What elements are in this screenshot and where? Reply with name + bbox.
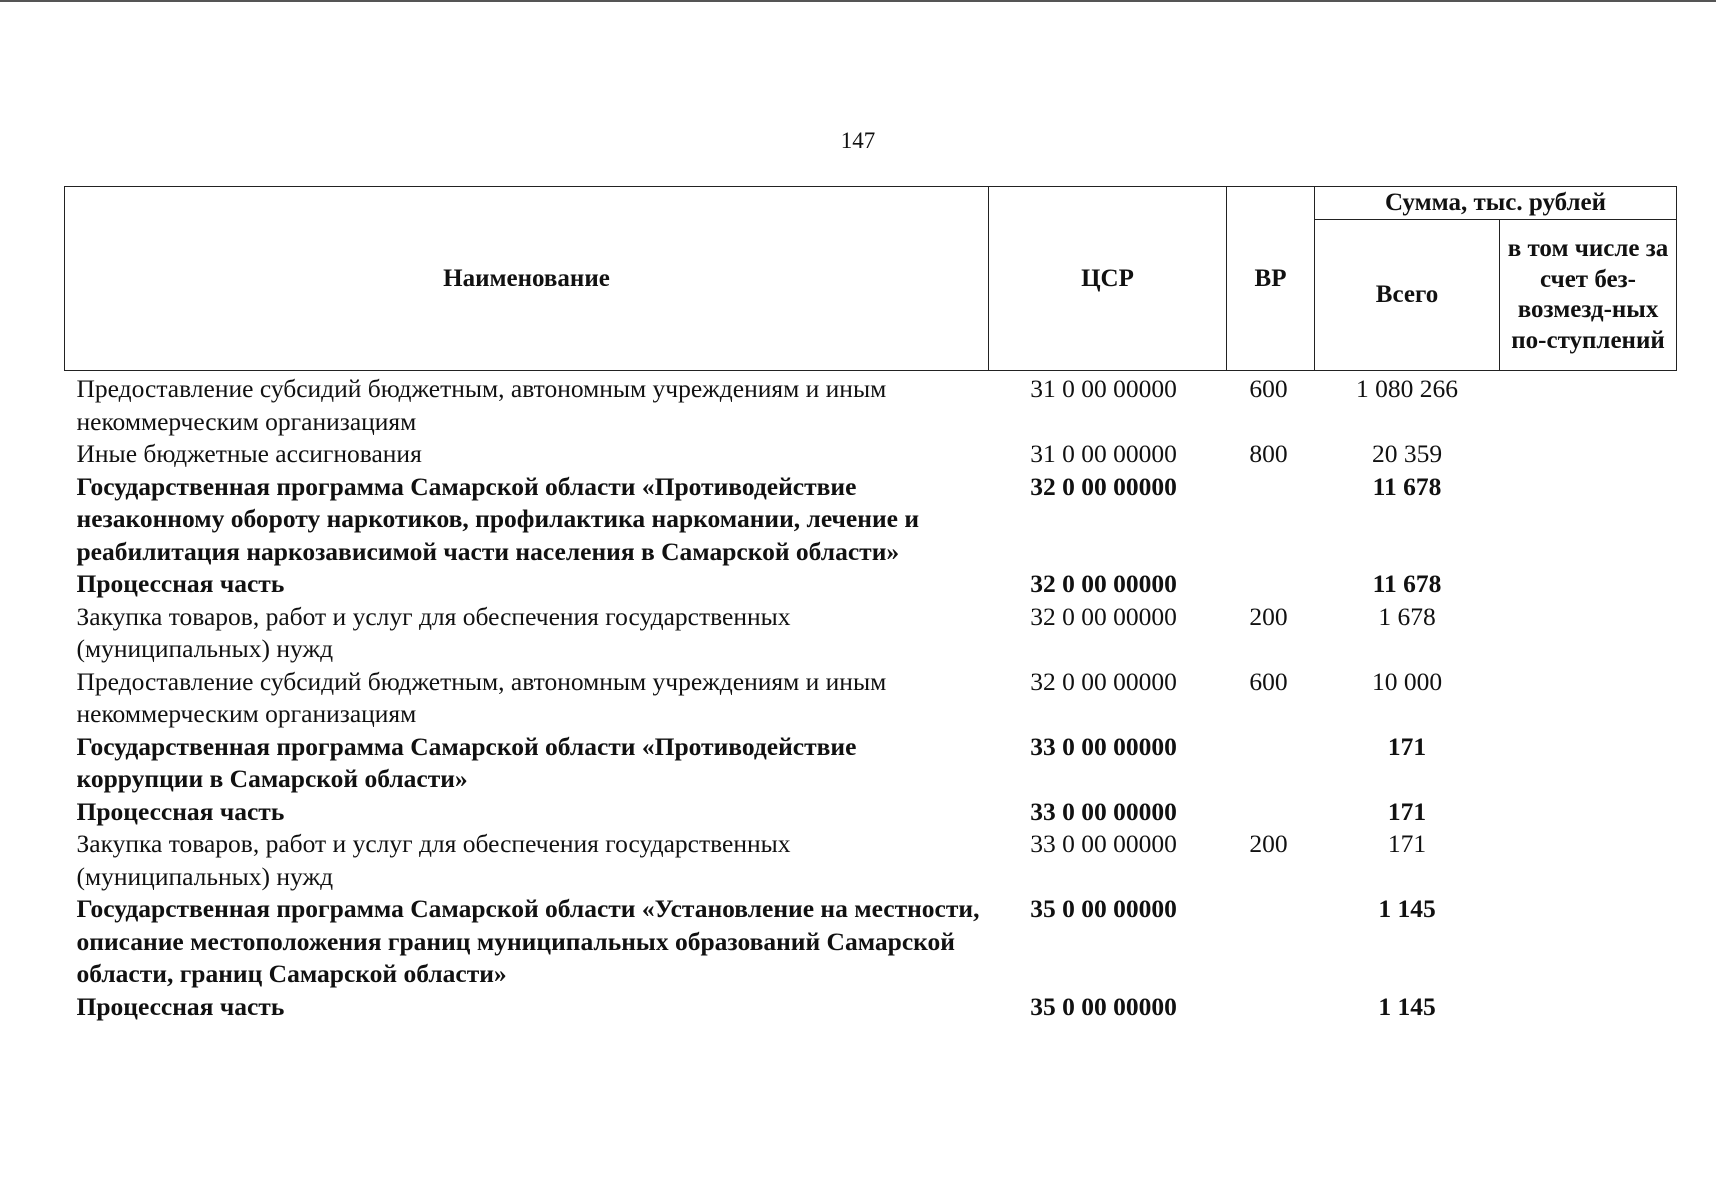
row-free-cell	[1500, 991, 1677, 1024]
row-free-cell	[1500, 371, 1677, 439]
row-name-cell: Закупка товаров, работ и услуг для обеспечения государственных (муниципальных) нужд	[76, 601, 791, 663]
row-csr-cell: 32 0 00 00000	[1030, 471, 1177, 501]
row-free-cell	[1500, 666, 1677, 731]
row-total-cell: 171	[1387, 829, 1427, 858]
table-header	[65, 187, 1677, 371]
row-free-cell	[1500, 796, 1677, 829]
top-rule	[0, 0, 1716, 2]
row-name-cell: Процессная часть	[76, 991, 285, 1021]
row-name-cell: Государственная программа Самарской области «Противодействие коррупции в Самарской области»	[76, 731, 857, 793]
row-vr-cell	[1227, 991, 1315, 1024]
table-row	[65, 893, 1677, 991]
row-name-cell: Закупка товаров, работ и услуг для обеспечения государственных (муниципальных) нужд	[76, 829, 791, 891]
row-vr-cell	[1227, 568, 1315, 601]
table-row	[65, 666, 1677, 731]
row-csr-cell: 33 0 00 00000	[1030, 731, 1177, 761]
row-csr-cell: 32 0 00 00000	[1030, 569, 1177, 598]
header-name: Наименование	[65, 187, 989, 371]
header-csr: ЦСР	[989, 187, 1227, 371]
row-name-cell: Государственная программа Самарской области «Противодействие незаконному обороту наркотиков, профилактика наркомании, лечение и реабилитация наркозависимой части населения в Самарской области»	[76, 471, 920, 566]
row-csr-cell: 35 0 00 00000	[1030, 991, 1177, 1021]
row-free-cell	[1500, 731, 1677, 796]
row-vr-cell: 200	[1249, 829, 1288, 858]
table-row	[65, 438, 1677, 471]
row-csr-cell: 31 0 00 00000	[1030, 439, 1177, 468]
row-name-cell: Государственная программа Самарской области «Установление на местности, описание местоположения границ муниципальных образований Самарской области, границ Самарской области»	[76, 894, 980, 988]
header-sum-group: Сумма, тыс. рублей	[1315, 187, 1677, 220]
header-total: Всего	[1315, 220, 1500, 371]
table-body	[65, 371, 1677, 1024]
row-total-cell: 10 000	[1371, 666, 1443, 696]
row-csr-cell: 32 0 00 00000	[1030, 666, 1177, 696]
row-free-cell	[1500, 601, 1677, 666]
row-vr-cell	[1227, 731, 1315, 796]
row-free-cell	[1500, 438, 1677, 471]
budget-table	[64, 186, 1677, 1023]
row-name-cell: Процессная часть	[76, 796, 285, 826]
table-row	[65, 731, 1677, 796]
row-total-cell: 11 678	[1372, 569, 1442, 598]
row-vr-cell: 800	[1249, 439, 1288, 468]
row-total-cell: 1 080 266	[1356, 374, 1458, 403]
table-row	[65, 828, 1677, 893]
header-vr: ВР	[1227, 187, 1315, 371]
row-csr-cell: 35 0 00 00000	[1030, 894, 1177, 923]
table-row	[65, 471, 1677, 569]
row-vr-cell	[1227, 893, 1315, 991]
row-name-cell: Процессная часть	[76, 569, 285, 598]
row-csr-cell: 33 0 00 00000	[1030, 829, 1177, 858]
row-total-cell: 171	[1387, 796, 1427, 826]
row-free-cell	[1500, 471, 1677, 569]
row-total-cell: 1 678	[1378, 601, 1436, 631]
row-name-cell: Предоставление субсидий бюджетным, автономным учреждениям и иным некоммерческим организациям	[76, 374, 887, 436]
row-vr-cell: 600	[1249, 666, 1288, 696]
row-csr-cell: 31 0 00 00000	[1030, 374, 1177, 403]
row-vr-cell	[1227, 471, 1315, 569]
page-number: 147	[840, 128, 876, 153]
table-row	[65, 568, 1677, 601]
row-name-cell: Предоставление субсидий бюджетным, автономным учреждениям и иным некоммерческим организациям	[76, 666, 887, 728]
header-including-free: в том числе за счет без-возмезд-ных по-ступлений	[1500, 220, 1677, 371]
table-row	[65, 601, 1677, 666]
row-free-cell	[1500, 828, 1677, 893]
row-vr-cell	[1227, 796, 1315, 829]
table-row	[65, 371, 1677, 439]
row-free-cell	[1500, 893, 1677, 991]
table-row	[65, 796, 1677, 829]
row-csr-cell: 32 0 00 00000	[1030, 601, 1177, 631]
row-total-cell: 1 145	[1378, 894, 1436, 923]
row-total-cell: 11 678	[1372, 471, 1442, 501]
row-csr-cell: 33 0 00 00000	[1030, 796, 1177, 826]
table-row	[65, 991, 1677, 1024]
row-total-cell: 20 359	[1371, 439, 1443, 468]
row-free-cell	[1500, 568, 1677, 601]
row-total-cell: 171	[1387, 731, 1427, 761]
row-vr-cell: 200	[1249, 601, 1288, 631]
row-vr-cell: 600	[1249, 374, 1288, 403]
row-name-cell: Иные бюджетные ассигнования	[76, 439, 422, 468]
row-total-cell: 1 145	[1378, 991, 1436, 1021]
